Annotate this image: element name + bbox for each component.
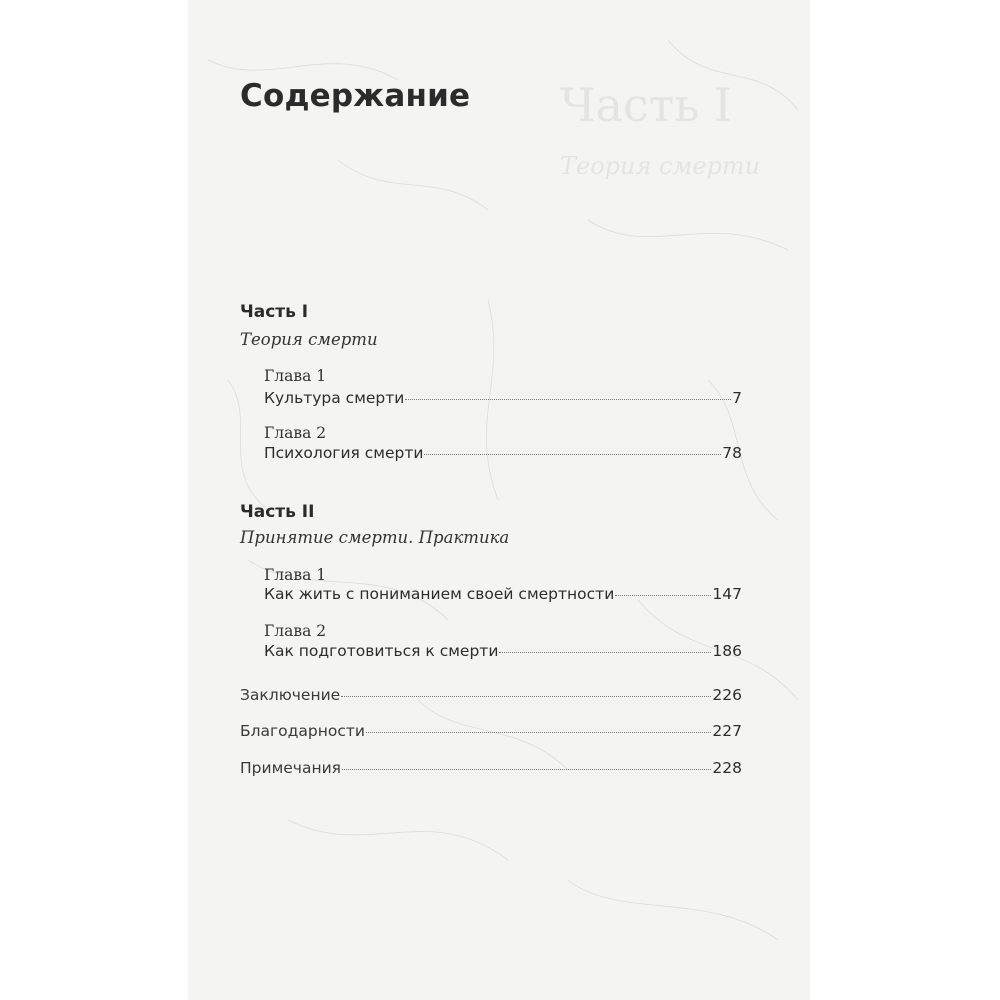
toc-entry[interactable] bbox=[264, 389, 742, 407]
page-number: 226 bbox=[712, 686, 742, 704]
chapter-label: Глава 2 bbox=[264, 424, 327, 442]
chapter-title: Как жить с пониманием своей смертности bbox=[264, 585, 615, 603]
part-heading: Часть I bbox=[240, 302, 309, 322]
chapter-title: Как подготовиться к смерти bbox=[264, 642, 499, 660]
book-page bbox=[188, 0, 810, 1000]
part-subtitle: Теория смерти bbox=[240, 330, 378, 349]
section-title: Благодарности bbox=[240, 722, 365, 740]
dot-leader bbox=[366, 731, 711, 733]
toc-entry[interactable] bbox=[264, 642, 742, 660]
dot-leader bbox=[615, 594, 711, 596]
section-title: Заключение bbox=[240, 686, 341, 704]
show-through-heading: Часть I bbox=[560, 78, 733, 132]
chapter-title: Психология смерти bbox=[264, 444, 424, 462]
dot-leader bbox=[342, 768, 711, 770]
show-through-subtitle: Теория смерти bbox=[560, 152, 761, 180]
dot-leader bbox=[405, 398, 731, 400]
page-number: 227 bbox=[712, 722, 742, 740]
dot-leader bbox=[499, 651, 711, 653]
chapter-label: Глава 2 bbox=[264, 622, 327, 640]
page-number: 7 bbox=[732, 389, 742, 407]
page-number: 147 bbox=[712, 585, 742, 603]
toc-entry[interactable] bbox=[240, 759, 742, 777]
page-number: 228 bbox=[712, 759, 742, 777]
chapter-label: Глава 1 bbox=[264, 566, 327, 584]
dot-leader bbox=[424, 453, 721, 455]
part-heading: Часть II bbox=[240, 502, 315, 522]
dot-leader bbox=[341, 695, 711, 697]
part-subtitle: Принятие смерти. Практика bbox=[240, 528, 510, 547]
toc-entry[interactable] bbox=[240, 722, 742, 740]
page-number: 78 bbox=[722, 444, 742, 462]
toc-entry[interactable] bbox=[240, 686, 742, 704]
chapter-label: Глава 1 bbox=[264, 367, 327, 385]
chapter-title: Культура смерти bbox=[264, 389, 405, 407]
toc-entry[interactable] bbox=[264, 444, 742, 462]
page-number: 186 bbox=[712, 642, 742, 660]
page-title: Содержание bbox=[240, 78, 471, 114]
toc-entry[interactable] bbox=[264, 585, 742, 603]
table-of-contents bbox=[240, 0, 742, 1000]
section-title: Примечания bbox=[240, 759, 341, 777]
